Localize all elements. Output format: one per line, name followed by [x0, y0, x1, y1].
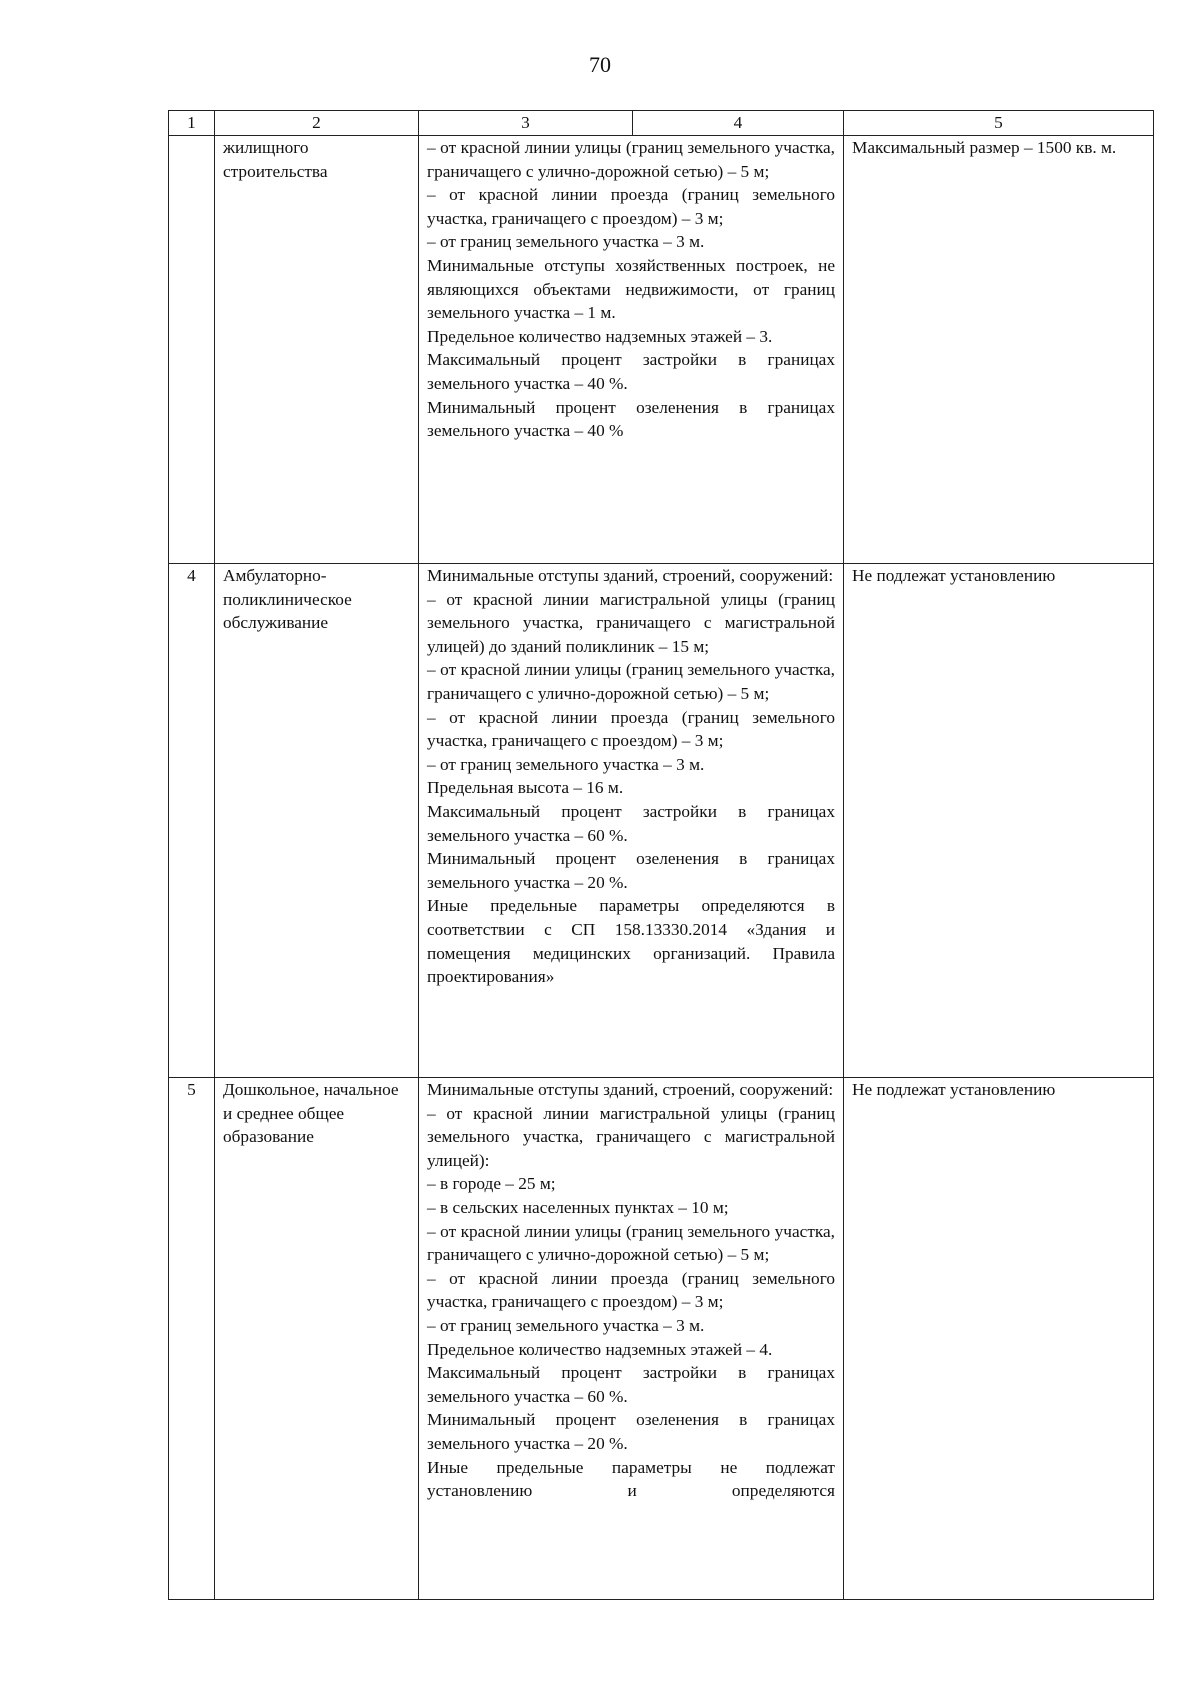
parameter-line: – в городе – 25 м; — [427, 1174, 556, 1194]
parameter-line: Предельная высота – 16 м. — [427, 778, 624, 798]
parameter-line: Минимальные отступы зданий, строений, сооружений: — [427, 1080, 834, 1099]
header-cell: 2 — [215, 111, 419, 136]
regulations-table — [168, 110, 1154, 1600]
table-row — [169, 564, 1154, 1078]
parameter-line: – от красной линии проезда (границ земельного участка, граничащего с проездом) – 3 м; — [427, 185, 835, 228]
plot-size-cell: Максимальный размер – 1500 кв. м. — [844, 136, 1154, 564]
use-name: Дошкольное, начальное и среднее общее образование — [215, 1078, 419, 1600]
parameter-line: Минимальные отступы зданий, строений, сооружений: — [427, 566, 834, 585]
use-name: Амбулаторно-поликлиническое обслуживание — [215, 564, 419, 1078]
parameters-cell — [419, 564, 844, 1078]
parameter-line: Минимальный процент озеленения в границах земельного участка – 20 %. — [427, 849, 835, 892]
parameter-line: Максимальный процент застройки в границах земельного участка – 60 %. — [427, 1363, 835, 1406]
parameter-line: – от красной линии магистральной улицы (границ земельного участка, граничащего с магистральной улицей) до зданий поликлиник – 15 м; — [427, 589, 835, 656]
plot-size-cell: Не подлежат установлению — [844, 1078, 1154, 1600]
header-cell: 1 — [169, 111, 215, 136]
parameter-line: Максимальный процент застройки в границах земельного участка – 60 %. — [427, 801, 835, 845]
parameter-line: – от красной линии проезда (границ земельного участка, граничащего с проездом) – 3 м; — [427, 1268, 835, 1312]
row-number: 4 — [169, 564, 215, 1078]
parameter-line: – от красной линии улицы (границ земельного участка, граничащего с улично-дорожной сетью) – 5 м; — [427, 138, 835, 181]
parameter-line: Иные предельные параметры определяются в соответствии с СП 158.13330.2014 «Здания и помещения медицинских организаций. Правила проектирования» — [427, 896, 835, 987]
parameter-line: Минимальный процент озеленения в границах земельного участка – 40 % — [427, 397, 835, 441]
parameters-cell — [419, 1078, 844, 1600]
table-row — [169, 1078, 1154, 1600]
row-number — [169, 136, 215, 564]
parameters-cell — [419, 136, 844, 564]
parameter-line: – в сельских населенных пунктах – 10 м; — [427, 1197, 729, 1217]
header-cell: 3 — [419, 111, 633, 136]
parameter-line: – от красной линии улицы (границ земельного участка, граничащего с улично-дорожной сетью) – 5 м; — [427, 1221, 835, 1265]
row-number: 5 — [169, 1078, 215, 1600]
parameter-line: Максимальный процент застройки в границах земельного участка – 40 %. — [427, 350, 835, 393]
header-cell: 4 — [633, 111, 844, 136]
parameter-line: – от границ земельного участка – 3 м. — [427, 754, 705, 774]
parameter-line: – от красной линии проезда (границ земельного участка, граничащего с проездом) – 3 м; — [427, 707, 835, 751]
parameter-line: Предельное количество надземных этажей – 4. — [427, 1339, 773, 1359]
parameter-line: Иные предельные параметры не подлежат установлению и определяются — [427, 1457, 835, 1501]
table-row — [169, 136, 1154, 564]
parameter-line: Предельное количество надземных этажей – 3. — [427, 326, 773, 346]
parameter-line: Минимальные отступы хозяйственных построек, не являющихся объектами недвижимости, от границ земельного участка – 1 м. — [427, 255, 835, 323]
parameter-line: – от красной линии магистральной улицы (границ земельного участка, граничащего с магистральной улицей): — [427, 1103, 835, 1170]
parameter-line: – от границ земельного участка – 3 м. — [427, 232, 705, 252]
table-header-row — [169, 111, 1154, 136]
plot-size-cell: Не подлежат установлению — [844, 564, 1154, 1078]
parameter-line: – от красной линии улицы (границ земельного участка, граничащего с улично-дорожной сетью) – 5 м; — [427, 660, 835, 703]
parameter-line: – от границ земельного участка – 3 м. — [427, 1315, 705, 1335]
header-cell: 5 — [844, 111, 1154, 136]
page-number: 70 — [589, 52, 611, 77]
use-name: жилищного строительства — [215, 136, 419, 564]
parameter-line: Минимальный процент озеленения в границах земельного участка – 20 %. — [427, 1410, 835, 1453]
